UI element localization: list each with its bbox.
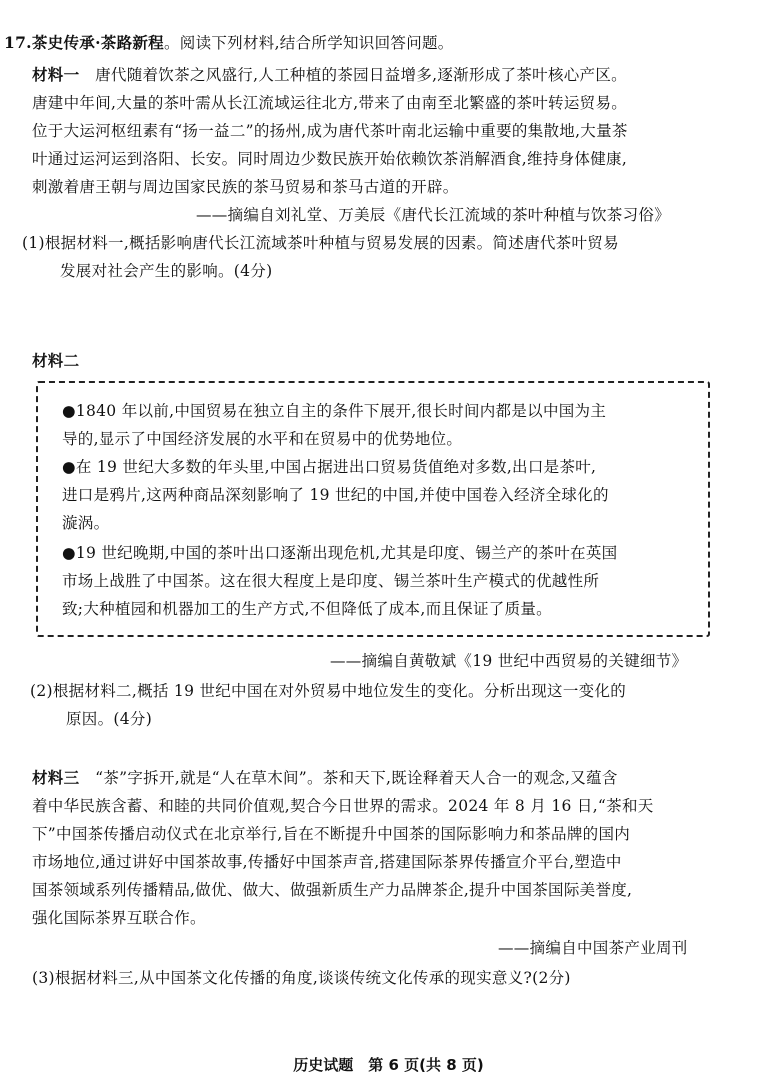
q3-line: (3)根据材料三,从中国茶文化传播的角度,谈谈传统文化传承的现实意义?(2分) xyxy=(32,969,571,987)
material3-line-0: 材料三 “茶”字拆开,就是“人在草木间”。茶和天下,既诠释着天人合一的观念,又蕴含 xyxy=(32,768,618,787)
material1-label: 材料一 xyxy=(32,65,80,84)
material3-source: ——摘编自中国茶产业周刊 xyxy=(498,939,688,957)
material2-bullet-2-line-2: 致;大种植园和机器加工的生产方式,不但降低了成本,而且保证了质量。 xyxy=(62,600,552,618)
material2-label: 材料二 xyxy=(32,351,80,370)
material2-bullet-2-line-0: ●19 世纪晚期,中国的茶叶出口逐渐出现危机,尤其是印度、锡兰产的茶叶在英国 xyxy=(62,544,618,562)
material2-bullet-1-line-2: 漩涡。 xyxy=(62,514,110,532)
material3-line-4: 国茶领域系列传播精品,做优、做大、做强新质生产力品牌茶企,提升中国茶国际美誉度, xyxy=(32,881,633,899)
material3-line-1: 着中华民族含蓄、和睦的共同价值观,契合今日世界的需求。2024 年 8 月 16 日,“茶和天 xyxy=(32,797,654,815)
page-footer: 历史试题 第 6 页(共 8 页) xyxy=(293,1056,484,1074)
q1-line-1: 发展对社会产生的影响。(4分) xyxy=(60,262,273,280)
q2-line-1: 原因。(4分) xyxy=(66,710,153,728)
material1-line-4: 刺激着唐王朝与周边国家民族的茶马贸易和茶马古道的开辟。 xyxy=(32,178,459,196)
question-header xyxy=(4,33,454,53)
material2-source: ——摘编自黄敬斌《19 世纪中西贸易的关键细节》 xyxy=(330,652,688,670)
material1-line-2: 位于大运河枢纽素有“扬一益二”的扬州,成为唐代茶叶南北运输中重要的集散地,大量茶 xyxy=(32,122,628,140)
material1-source: ——摘编自刘礼堂、万美辰《唐代长江流域的茶叶种植与饮茶习俗》 xyxy=(196,206,671,224)
material3-line-3: 市场地位,通过讲好中国茶故事,传播好中国茶声音,搭建国际茶界传播宣介平台,塑造中 xyxy=(32,853,622,871)
question-number: 17. xyxy=(4,33,32,52)
q1-line-0: (1)根据材料一,概括影响唐代长江流域茶叶种植与贸易发展的因素。简述唐代茶叶贸易 xyxy=(22,234,619,252)
material2-bullet-0-line-1: 导的,显示了中国经济发展的水平和在贸易中的优势地位。 xyxy=(62,430,463,448)
q2-line-0: (2)根据材料二,概括 19 世纪中国在对外贸易中地位发生的变化。分析出现这一变化的 xyxy=(30,682,627,700)
question-title: 茶史传承·茶路新程 xyxy=(31,33,164,52)
material3-line-5: 强化国际茶界互联合作。 xyxy=(32,909,206,927)
material2-bullet-0-line-0: ●1840 年以前,中国贸易在独立自主的条件下展开,很长时间内都是以中国为主 xyxy=(62,402,607,420)
material1-line-0: 材料一 唐代随着饮茶之风盛行,人工种植的茶园日益增多,逐渐形成了茶叶核心产区。 xyxy=(32,65,627,84)
material3-line-2: 下”中国茶传播启动仪式在北京举行,旨在不断提升中国茶的国际影响力和茶品牌的国内 xyxy=(32,825,631,843)
question-instruction: 。阅读下列材料,结合所学知识回答问题。 xyxy=(163,34,454,52)
material3-label: 材料三 xyxy=(32,768,80,787)
material2-bullet-1-line-0: ●在 19 世纪大多数的年头里,中国占据进出口贸易货值绝对多数,出口是茶叶, xyxy=(62,458,597,476)
material2-bullet-1-line-1: 进口是鸦片,这两种商品深刻影响了 19 世纪的中国,并使中国卷入经济全球化的 xyxy=(62,486,609,504)
material2-bullet-2-line-1: 市场上战胜了中国茶。这在很大程度上是印度、锡兰茶叶生产模式的优越性所 xyxy=(62,572,600,590)
material1-line-3: 叶通过运河运到洛阳、长安。同时周边少数民族开始依赖饮茶消解酒食,维持身体健康, xyxy=(32,150,628,168)
material1-line-1: 唐建中年间,大量的茶叶需从长江流域运往北方,带来了由南至北繁盛的茶叶转运贸易。 xyxy=(32,94,628,112)
